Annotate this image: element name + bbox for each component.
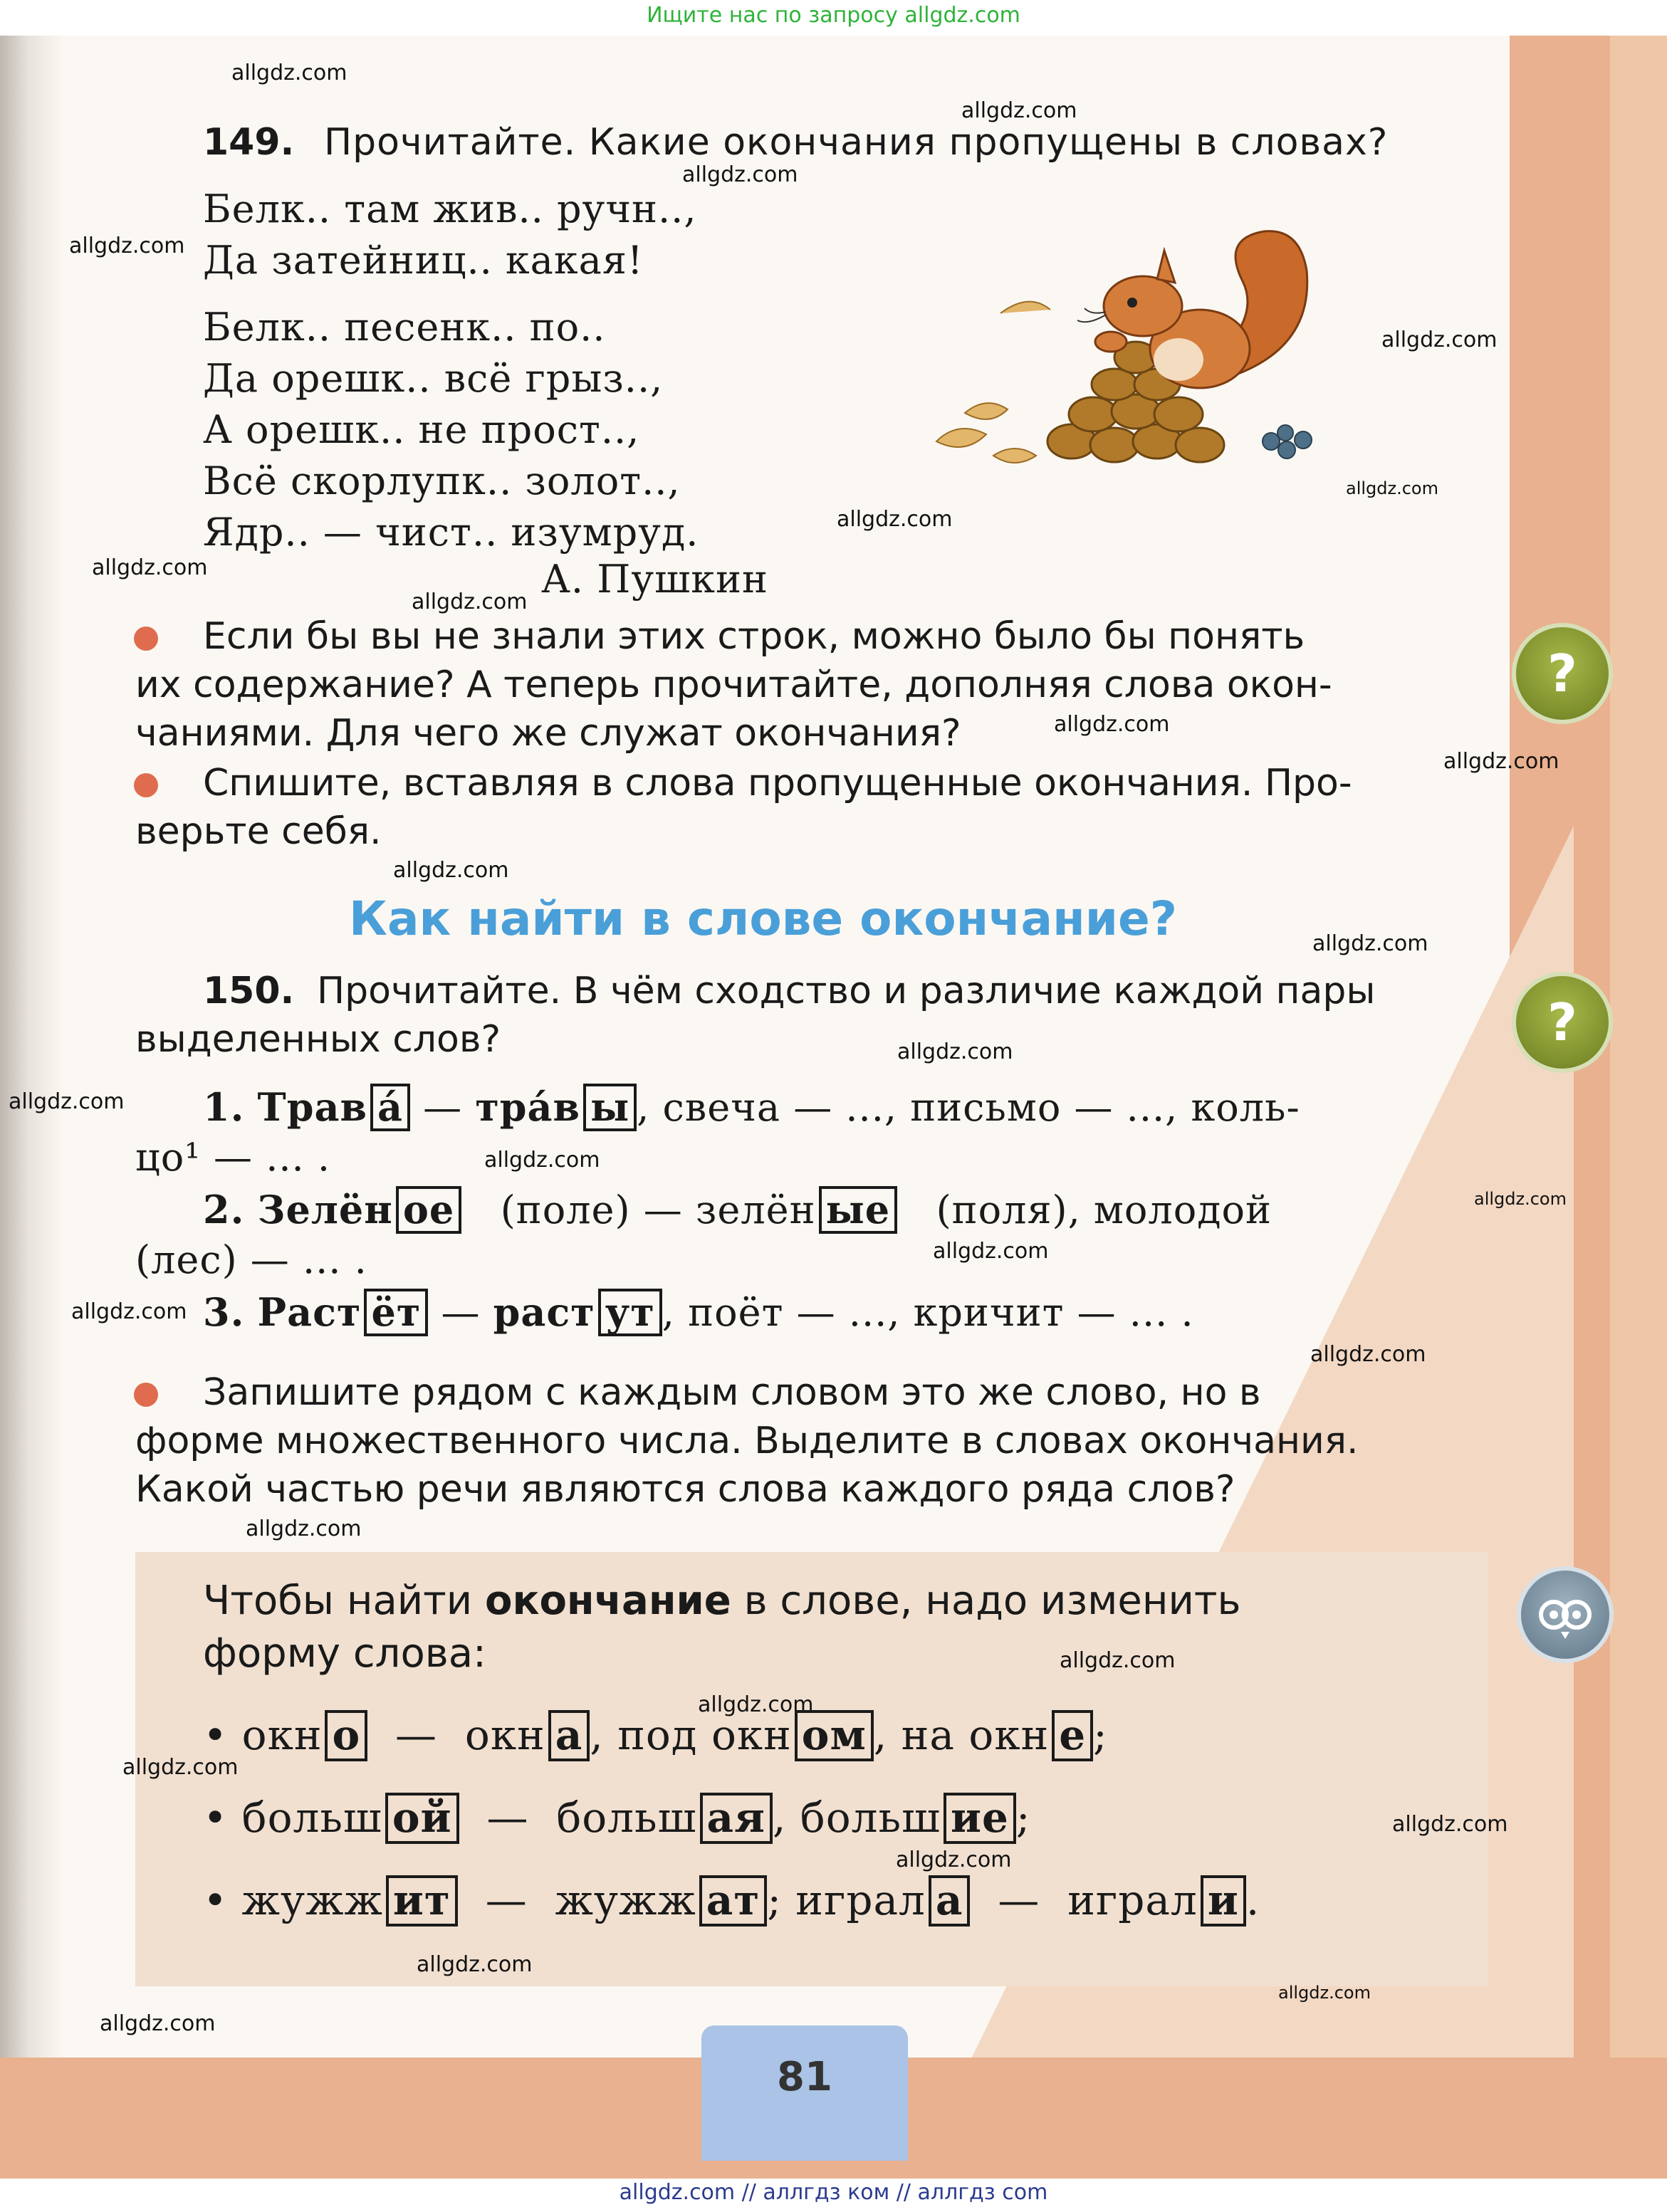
poem-line: Да затейниц.. какая!: [203, 238, 644, 283]
ending-box: á: [370, 1084, 410, 1131]
section-title: Как найти в слове окончание?: [349, 891, 1177, 946]
word-stem: трáв: [475, 1084, 581, 1130]
poem-line: Белк.. там жив.. ручн..,: [203, 187, 697, 231]
book-spine-shadow: [0, 36, 64, 2212]
watermark: allgdz.com: [417, 1952, 533, 1977]
rule-line-1: [203, 1578, 1241, 1624]
watermark: allgdz.com: [92, 555, 208, 580]
ending-box: ом: [795, 1710, 874, 1761]
word-pair-row-1: [203, 1084, 1300, 1131]
ending-box: ы: [583, 1084, 637, 1131]
watermark: allgdz.com: [933, 1239, 1049, 1264]
watermark: allgdz.com: [1346, 478, 1438, 498]
watermark: allgdz.com: [9, 1089, 125, 1114]
rule-line-2: форму слова:: [203, 1630, 486, 1677]
bottom-watermark[interactable]: allgdz.com // аллгдз ком // аллгдз com: [619, 2180, 1048, 2205]
ending-box: а: [929, 1875, 971, 1927]
task-150-prompt: выделенных слов?: [135, 1018, 501, 1061]
rule-example-3: • жужж ит — жужж ат ; играл а — играл и .: [203, 1875, 1260, 1927]
watermark: allgdz.com: [246, 1516, 362, 1541]
rule-text: Чтобы найти: [203, 1578, 485, 1624]
word-stem: , больш: [772, 1793, 941, 1842]
ending-box: ёт: [364, 1289, 428, 1336]
poem-line: Белк.. песенк.. по..: [203, 305, 606, 350]
watermark: allgdz.com: [122, 1755, 239, 1780]
ending-box: о: [325, 1710, 367, 1761]
watermark: allgdz.com: [1381, 327, 1498, 352]
rule-term: окончание: [484, 1578, 731, 1624]
word-stem: , на окн: [873, 1711, 1050, 1759]
bullet-marker: [134, 773, 158, 797]
punctuation: .: [1245, 1876, 1260, 1924]
ending-box: ие: [944, 1793, 1016, 1844]
watermark: allgdz.com: [1310, 1342, 1426, 1367]
watermark: allgdz.com: [412, 589, 528, 614]
word-stem: окн: [464, 1711, 545, 1759]
task-150-prompt: Прочитайте. В чём сходство и различие каждой пары: [317, 970, 1376, 1012]
row-continuation: цо¹ — ... .: [135, 1135, 331, 1180]
watermark: allgdz.com: [1312, 931, 1428, 956]
bullet-marker: [134, 627, 158, 651]
dash: —: [423, 1085, 463, 1130]
watermark: allgdz.com: [69, 234, 185, 258]
question-icon[interactable]: ?: [1512, 972, 1613, 1073]
punctuation: ;: [1093, 1711, 1108, 1759]
dash: —: [441, 1290, 481, 1335]
watermark: allgdz.com: [231, 61, 347, 85]
row-number: 1.: [203, 1084, 245, 1130]
question-150-line: Запишите рядом с каждым словом это же слово, но в: [203, 1371, 1261, 1414]
row-rest: , свеча — ..., письмо — ..., коль-: [637, 1085, 1300, 1130]
question-149-line: чаниями. Для чего же служат окончания?: [135, 712, 961, 755]
word-stem: больш: [556, 1793, 697, 1842]
question-150-line: Какой частью речи являются слова каждого ряда слов?: [135, 1468, 1235, 1511]
word-stem: Зелён: [257, 1187, 393, 1232]
watermark: allgdz.com: [393, 858, 509, 883]
row-rest: , поёт — ..., кричит — ... .: [662, 1290, 1194, 1335]
owl-icon[interactable]: [1517, 1566, 1614, 1663]
rule-example-2: • больш ой — больш ая , больш ие ;: [203, 1793, 1030, 1844]
ending-box: е: [1052, 1710, 1093, 1761]
ending-box: ая: [700, 1793, 773, 1844]
ending-box: ое: [396, 1186, 461, 1234]
dash: —: [486, 1793, 529, 1842]
dash: —: [485, 1876, 528, 1924]
watermark: allgdz.com: [698, 1692, 814, 1717]
word-stem: жужж: [555, 1876, 696, 1924]
watermark: allgdz.com: [1054, 712, 1170, 737]
watermark: allgdz.com: [100, 2011, 216, 2036]
ending-box: ат: [699, 1875, 768, 1927]
word-stem: жужж: [241, 1876, 383, 1924]
task-150-number: 150.: [203, 970, 295, 1012]
poem-line: Да орешк.. всё грыз..,: [203, 356, 664, 401]
watermark: allgdz.com: [1474, 1189, 1567, 1209]
question-150-line: форме множественного числа. Выделите в словах окончания.: [135, 1420, 1359, 1462]
question-149-line: Если бы вы не знали этих строк, можно было бы понять: [203, 615, 1305, 658]
ending-box: и: [1201, 1875, 1246, 1927]
word-stem: , под окн: [590, 1711, 792, 1759]
word-stem: раст: [493, 1289, 595, 1335]
watermark: allgdz.com: [71, 1299, 187, 1324]
question-149-line: Спишите, вставляя в слова пропущенные окончания. Про-: [203, 762, 1352, 804]
question-icon[interactable]: ?: [1512, 623, 1613, 724]
punctuation: ;: [1015, 1793, 1031, 1842]
word-stem: больш: [241, 1793, 382, 1842]
watermark: allgdz.com: [484, 1148, 600, 1173]
ending-box: а: [548, 1710, 590, 1761]
word-pair-row-3: [203, 1289, 1194, 1336]
right-edge-band: [1610, 36, 1667, 2212]
watermark: allgdz.com: [896, 1847, 1012, 1872]
word-stem: ; играл: [767, 1876, 926, 1924]
bullet-marker: [134, 1383, 158, 1407]
ending-box: ой: [385, 1793, 459, 1844]
row-continuation: (лес) — ... .: [135, 1237, 367, 1282]
poem-author: А. Пушкин: [541, 557, 769, 602]
dash: —: [395, 1711, 438, 1759]
ending-box: ит: [386, 1875, 458, 1927]
ending-box: ые: [819, 1186, 898, 1234]
word-stem: играл: [1067, 1876, 1198, 1924]
word-pair-row-2: [203, 1186, 1272, 1234]
watermark: allgdz.com: [837, 507, 953, 532]
row-rest: (поля), молодой: [936, 1188, 1272, 1232]
dash: —: [998, 1876, 1040, 1924]
word-stem: окн: [241, 1711, 323, 1759]
ending-box: ут: [598, 1289, 662, 1336]
squirrel-illustration: [922, 228, 1349, 484]
watermark: allgdz.com: [1278, 1983, 1371, 2003]
watermark: allgdz.com: [897, 1039, 1013, 1064]
poem-line: Всё скорлупк.. золот..,: [203, 458, 681, 503]
watermark: allgdz.com: [1060, 1648, 1176, 1673]
poem-line: А орешк.. не прост..,: [203, 407, 640, 452]
task-149-number: 149.: [203, 121, 295, 164]
row-middle: (поле) — зелён: [500, 1188, 816, 1232]
row-number: 3.: [203, 1289, 245, 1335]
question-149-line: их содержание? А теперь прочитайте, дополняя слова окон-: [135, 664, 1332, 706]
watermark: allgdz.com: [1443, 749, 1559, 774]
word-stem: Раст: [257, 1289, 362, 1335]
word-stem: Трав: [257, 1084, 367, 1130]
rule-example-1: • окн о — окн а , под окн ом , на окн е ;: [203, 1710, 1108, 1761]
row-number: 2.: [203, 1187, 245, 1232]
top-watermark[interactable]: Ищите нас по запросу allgdz.com: [647, 3, 1020, 28]
owl-glyph: [1521, 1571, 1609, 1659]
question-149-line: верьте себя.: [135, 810, 382, 853]
page-number: 81: [777, 2054, 832, 2100]
watermark: allgdz.com: [682, 162, 798, 187]
watermark: allgdz.com: [1392, 1812, 1508, 1837]
poem-line: Ядр.. — чист.. изумруд.: [203, 510, 699, 555]
task-149-prompt: Прочитайте. Какие окончания пропущены в словах?: [324, 121, 1389, 164]
rule-text: в слове, надо изменить: [731, 1578, 1241, 1624]
watermark: allgdz.com: [961, 98, 1077, 123]
